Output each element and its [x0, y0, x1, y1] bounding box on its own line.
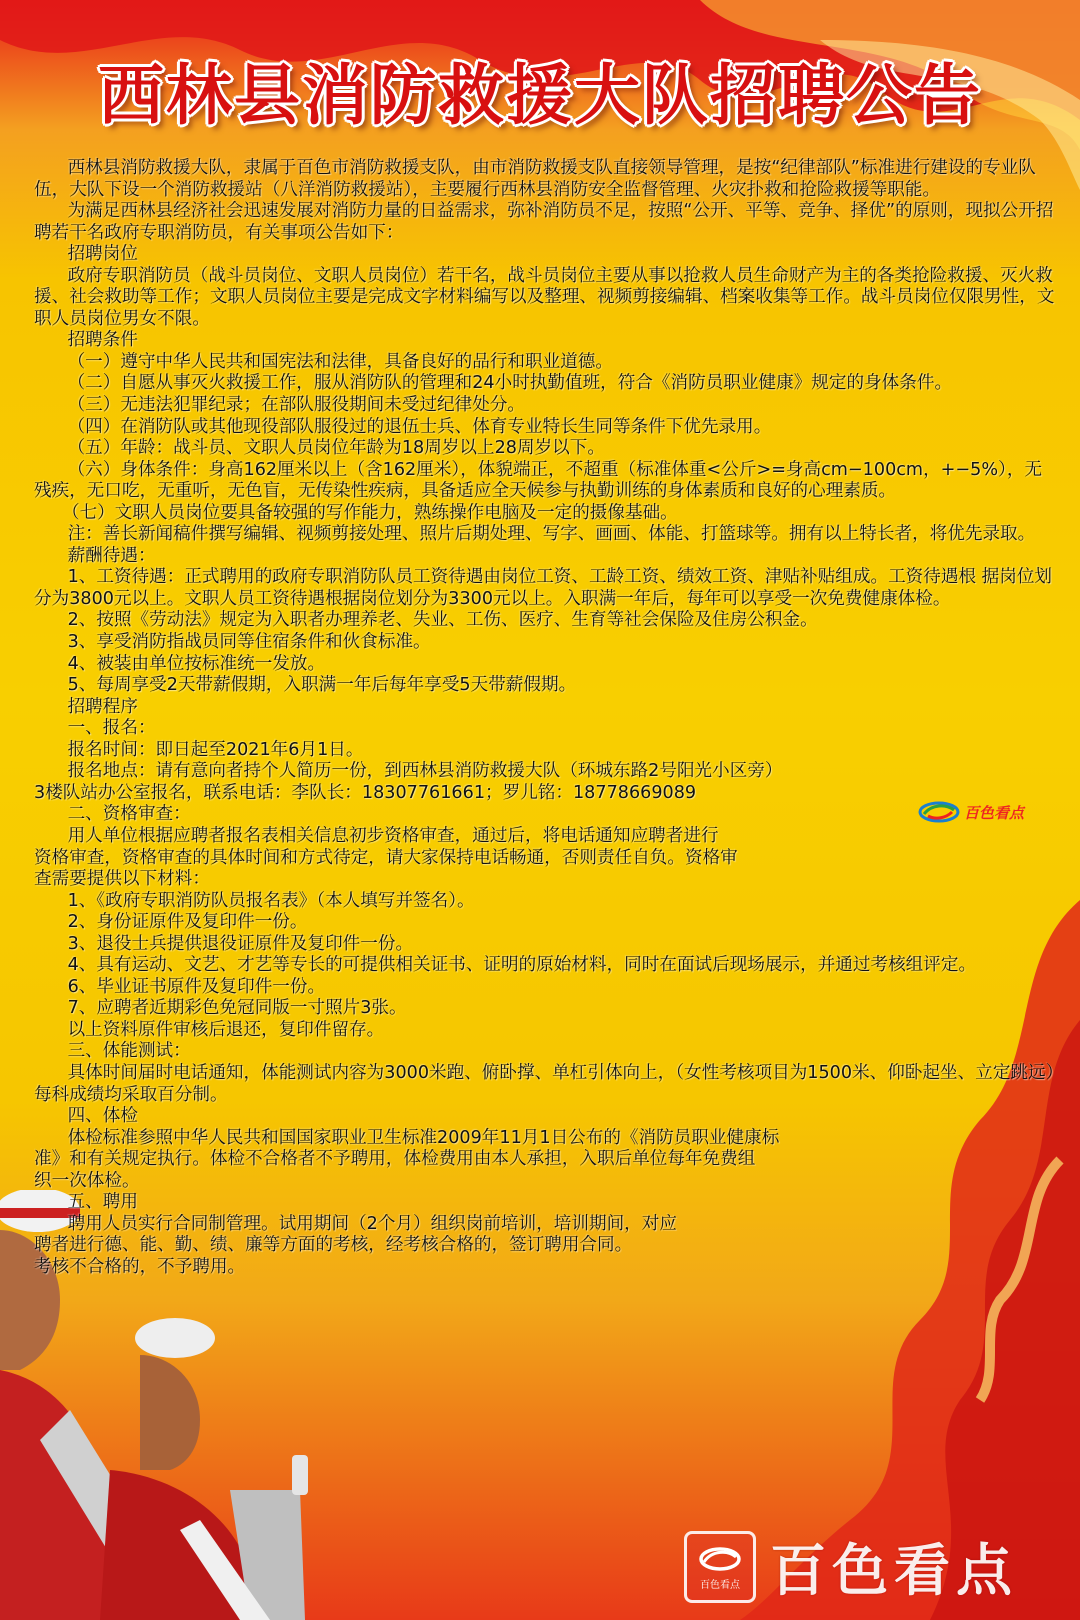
paragraph: 资格审查，资格审查的具体时间和方式待定，请大家保持电话畅通，否则责任自负。资格审 [34, 847, 738, 868]
paragraph: 聘用人员实行合同制管理。试用期间（2个月）组织岗前培训，培训期间，对应 [34, 1213, 677, 1234]
paragraph: （一）遵守中华人民共和国宪法和法律，具备良好的品行和职业道德。 [34, 351, 613, 372]
paragraph: 7、应聘者近期彩色免冠同版一寸照片3张。 [34, 998, 407, 1019]
watermark-box [684, 1531, 756, 1603]
paragraph: 6、毕业证书原件及复印件一份。 [34, 976, 326, 997]
section-heading: 招聘条件 [34, 330, 138, 351]
paragraph: （五）年龄：战斗员、文职人员岗位年龄为18周岁以上28周岁以下。 [34, 438, 605, 459]
paragraph: 3、享受消防指战员同等住宿条件和伙食标准。 [34, 632, 431, 653]
section-heading: 五、聘用 [34, 1192, 138, 1213]
paragraph: 报名时间：即日起至2021年6月1日。 [34, 739, 364, 760]
paragraph: 政府专职消防员（战斗员岗位、文职人员岗位）若干名，战斗员岗位主要从事以抢救人员生命财产为主的各类抢险救援、灭火救援、社会救助等工作；文职人员岗位主要是完成文字材料编写以及整理、视频剪接编辑、档案收集等工作。战斗员岗位仅限男性，文职人员岗位男女不限。 [34, 265, 1055, 329]
paragraph: 1、工资待遇：正式聘用的政府专职消防队员工资待遇由岗位工资、工龄工资、绩效工资、津贴补贴组成。工资待遇根 据岗位划分为3800元以上。文职人员工资待遇根据岗位划分为3300元以上。入职满一年后，每年可以享受一次免费健康体检。 [34, 567, 1053, 609]
page-title: 西林县消防救援大队招聘公告 [98, 57, 982, 134]
section-heading: 一、报名： [34, 718, 156, 739]
paragraph: （二）自愿从事灭火救援工作，服从消防队的管理和24小时执勤值班，符合《消防员职业健康》规定的身体条件。 [34, 373, 953, 394]
section-heading: 招聘程序 [34, 696, 138, 717]
announcement-body [34, 158, 1056, 1278]
paragraph: 西林县消防救援大队，隶属于百色市消防救援支队，由市消防救援支队直接领导管理，是按“纪律部队”标准进行建设的专业队伍，大队下设一个消防救援站（八洋消防救援站），主要履行西林县消防安全监督管理、火灾扑救和抢险救援等职能。 [34, 158, 1036, 200]
paragraph: （六）身体条件：身高162厘米以上（含162厘米），体貌端正，不超重（标准体重<公斤>=身高cm−100cm，+−5%），无残疾，无口吃，无重听，无色盲，无传染性疾病，具备适应全天候参与执勤训练的身体素质和良好的心理素质。 [34, 459, 1043, 502]
paragraph: 5、每周享受2天带薪假期，入职满一年后每年享受5天带薪假期。 [34, 675, 577, 696]
section-heading: 三、体能测试： [34, 1041, 191, 1062]
watermark-big-text: 百色看点 [770, 1539, 1018, 1604]
paragraph: 报名地点：请有意向者持个人简历一份，到西林县消防救援大队（环城东路2号阳光小区旁） [34, 761, 783, 782]
paragraph: 1、《政府专职消防队员报名表》（本人填写并签名）。 [34, 890, 475, 911]
paragraph: 注：善长新闻稿件撰写编辑、视频剪接处理、照片后期处理、写字、画画、体能、打篮球等。拥有以上特长者，将优先录取。 [34, 524, 1036, 545]
paragraph: （四）在消防队或其他现役部队服役过的退伍士兵、体育专业特长生同等条件下优先录用。 [34, 416, 772, 437]
paragraph: 4、被装由单位按标准统一发放。 [34, 653, 326, 674]
paragraph: 为满足西林县经济社会迅速发展对消防力量的日益需求，弥补消防员不足，按照“公开、平等、竞争、择优”的原则，现拟公开招聘若干名政府专职消防员，有关事项公告如下： [34, 201, 1054, 243]
paragraph: 考核不合格的，不予聘用。 [34, 1256, 246, 1277]
swirl-logo-icon [698, 1544, 742, 1574]
swirl-logo-icon [918, 800, 960, 824]
paragraph: （七）文职人员岗位要具备较强的写作能力，熟练操作电脑及一定的摄像基础。 [34, 502, 678, 523]
section-heading: 招聘岗位 [34, 244, 138, 265]
paragraph: 查需要提供以下材料： [34, 869, 210, 890]
paragraph: 织一次体检。 [34, 1170, 140, 1191]
paragraph: 准》和有关规定执行。体检不合格者不予聘用，体检费用由本人承担，入职后单位每年免费组 [34, 1149, 756, 1170]
watermark-box-text: 百色看点 [700, 1579, 740, 1591]
paragraph: 3楼队站办公室报名，联系电话：李队长：18307761661；罗儿铭：18778669089 [34, 782, 697, 803]
paragraph: 2、按照《劳动法》规定为入职者办理养老、失业、工伤、医疗、生育等社会保险及住房公积金。 [34, 610, 818, 631]
paragraph: 2、身份证原件及复印件一份。 [34, 912, 308, 933]
paragraph: 以上资料原件审核后退还，复印件留存。 [34, 1019, 385, 1040]
paragraph: 聘者进行德、能、勤、绩、廉等方面的考核，经考核合格的，签订聘用合同。 [34, 1235, 633, 1256]
paragraph: （三）无违法犯罪纪录；在部队服役期间未受过纪律处分。 [34, 395, 526, 416]
section-heading: 二、资格审查： [34, 804, 191, 825]
section-heading: 薪酬待遇： [34, 545, 156, 566]
watermark-small-text: 百色看点 [964, 803, 1025, 822]
paragraph: 体检标准参照中华人民共和国国家职业卫生标准2009年11月1日公布的《消防员职业健康标 [34, 1127, 780, 1148]
section-heading: 四、体检 [34, 1106, 138, 1127]
watermark-logo-small [918, 798, 1058, 826]
paragraph: 4、具有运动、文艺、才艺等专长的可提供相关证书、证明的原始材料，同时在面试后现场展示，并通过考核组评定。 [34, 955, 977, 976]
paragraph: 具体时间届时电话通知，体能测试内容为3000米跑、俯卧撑、单杠引体向上，（女性考核项目为1500米、仰卧起坐、立定跳远）每科成绩均采取百分制。 [34, 1062, 1055, 1105]
paragraph: 3、退役士兵提供退役证原件及复印件一份。 [34, 933, 414, 954]
watermark-logo-big [684, 1526, 1064, 1608]
paragraph: 用人单位根据应聘者报名表相关信息初步资格审查，通过后，将电话通知应聘者进行 [34, 825, 719, 846]
